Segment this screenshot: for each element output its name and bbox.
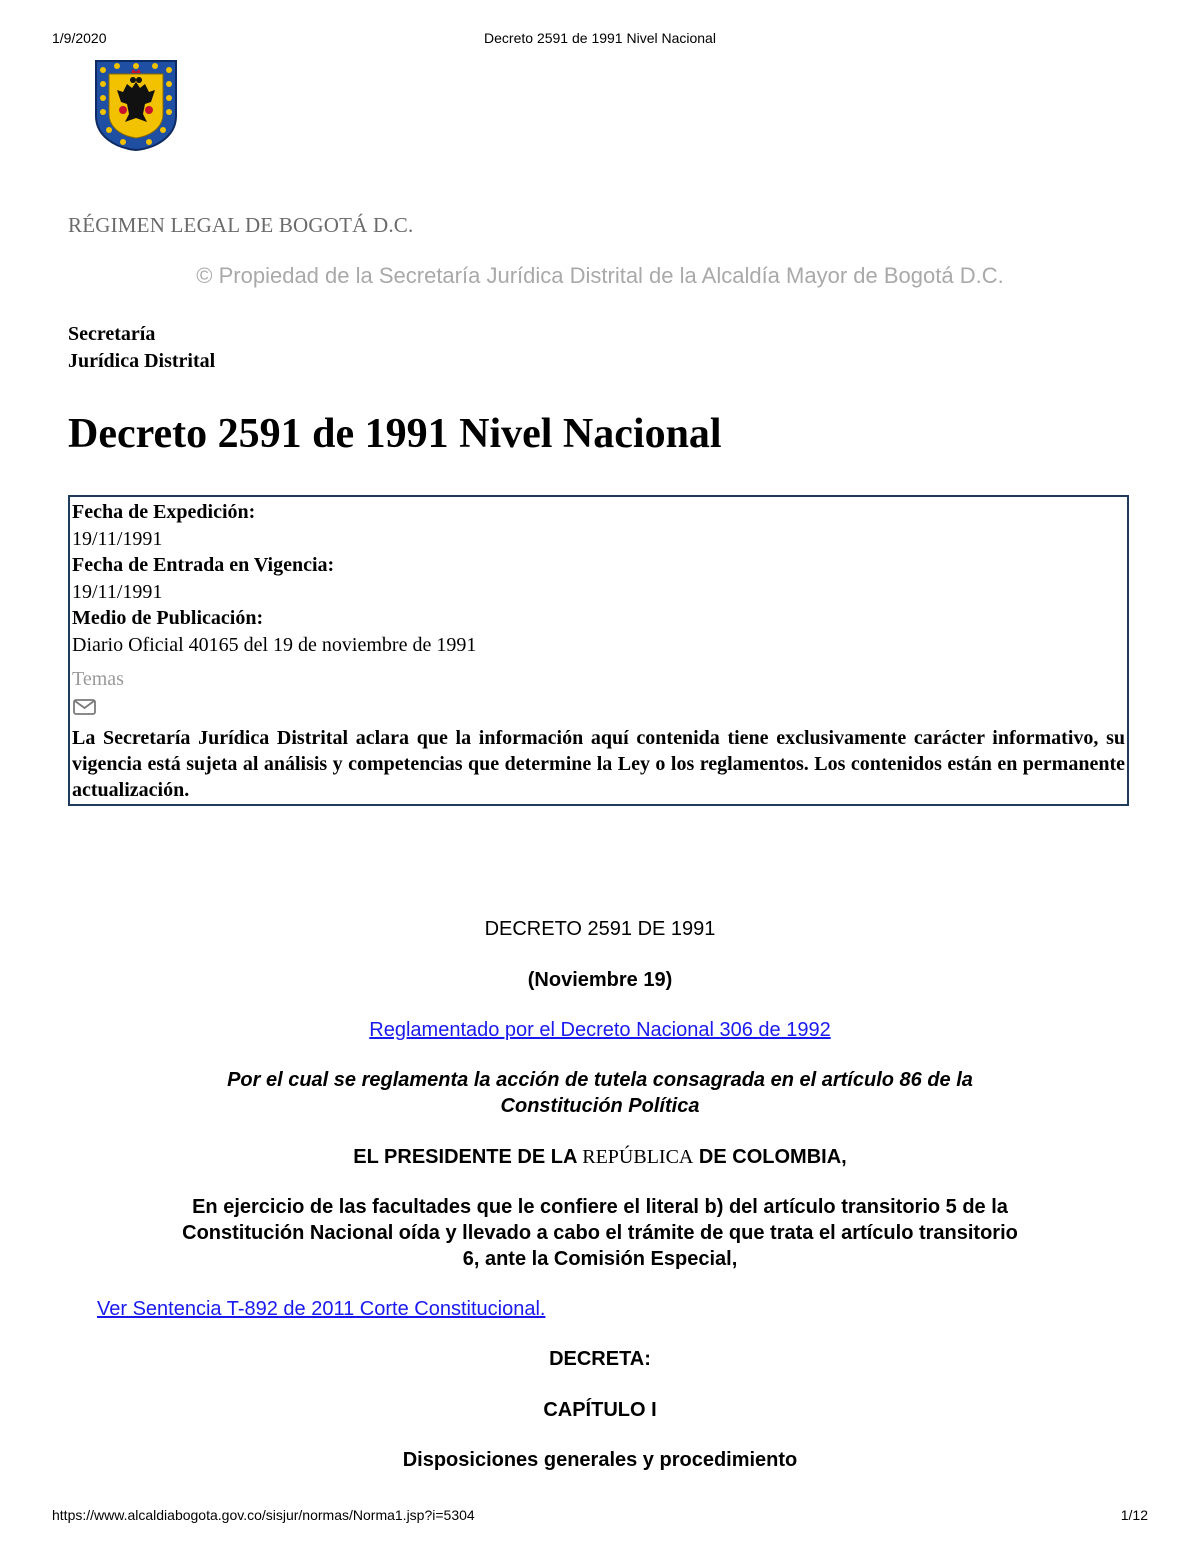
reglamentado-link-wrap xyxy=(0,1017,1200,1043)
president-part2: REPÚBLICA xyxy=(582,1146,694,1168)
reglamentado-link[interactable]: Reglamentado por el Decreto Nacional 306 de 1992 xyxy=(369,1019,831,1041)
page-title: Decreto 2591 de 1991 Nivel Nacional xyxy=(68,411,722,457)
facultades-line2: Constitución Nacional oída y llevado a cabo el trámite de que trata el artículo transitorio xyxy=(182,1222,1018,1244)
decree-date: (Noviembre 19) xyxy=(527,969,673,991)
medio-publicacion-value: Diario Oficial 40165 del 19 de noviembre de 1991 xyxy=(72,633,477,656)
sentencia-link-wrap xyxy=(97,1296,545,1322)
print-page-number: 1/12 xyxy=(1120,1507,1148,1523)
print-title: Decreto 2591 de 1991 Nivel Nacional xyxy=(484,30,716,46)
print-header xyxy=(0,30,1200,50)
capitulo-title: Disposiciones generales y procedimiento xyxy=(402,1449,798,1471)
print-date: 1/9/2020 xyxy=(52,30,107,46)
copyright-notice: © Propiedad de la Secretaría Jurídica Distrital de la Alcaldía Mayor de Bogotá D.C. xyxy=(196,263,1004,288)
envelope-icon[interactable] xyxy=(72,697,1127,723)
fecha-expedicion-label: Fecha de Expedición: xyxy=(72,501,256,523)
fecha-vigencia-value: 19/11/1991 xyxy=(72,580,163,603)
president-line xyxy=(0,1144,1200,1170)
regimen-legal-heading: RÉGIMEN LEGAL DE BOGOTÁ D.C. xyxy=(68,213,414,237)
print-url: https://www.alcaldiabogota.gov.co/sisjur/normas/Norma1.jsp?i=5304 xyxy=(52,1507,475,1523)
decree-subject-line1: Por el cual se reglamenta la acción de tutela consagrada en el artículo 86 de la xyxy=(227,1069,973,1091)
facultades-line1: En ejercicio de las facultades que le confiere el literal b) del artículo transitorio 5 de la xyxy=(192,1196,1008,1218)
decreta-label: DECRETA: xyxy=(549,1348,651,1370)
decree-subject-line2: Constitución Política xyxy=(500,1095,700,1117)
secretaria-line1: Secretaría xyxy=(68,323,156,345)
print-footer xyxy=(0,1507,1200,1527)
medio-publicacion-label: Medio de Publicación: xyxy=(72,607,264,629)
temas-link[interactable]: Temas xyxy=(72,668,124,690)
facultades-paragraph xyxy=(0,1194,1200,1272)
secretaria-label xyxy=(68,321,215,375)
fecha-vigencia-label: Fecha de Entrada en Vigencia: xyxy=(72,554,335,576)
president-part3: DE COLOMBIA, xyxy=(693,1146,847,1168)
bogota-coat-of-arms-icon xyxy=(93,58,179,152)
fecha-expedicion-value: 19/11/1991 xyxy=(72,527,163,550)
secretaria-line2: Jurídica Distrital xyxy=(68,350,216,372)
decree-info-box xyxy=(68,495,1129,806)
president-part1: EL PRESIDENTE DE LA xyxy=(353,1146,583,1168)
decree-subject xyxy=(0,1067,1200,1119)
capitulo-label: CAPÍTULO I xyxy=(543,1399,657,1421)
facultades-line3: 6, ante la Comisión Especial, xyxy=(462,1248,738,1270)
decree-heading: DECRETO 2591 DE 1991 xyxy=(484,918,716,940)
sentencia-link[interactable]: Ver Sentencia T-892 de 2011 Corte Constitucional. xyxy=(97,1298,546,1320)
disclaimer-text: La Secretaría Jurídica Distrital aclara que la información aquí contenida tiene exclusivamente carácter informativo, su vigencia está sujeta al análisis y competencias que determine la Ley o los reglamentos. Los contenidos están en permanente actualización. xyxy=(72,726,1125,801)
